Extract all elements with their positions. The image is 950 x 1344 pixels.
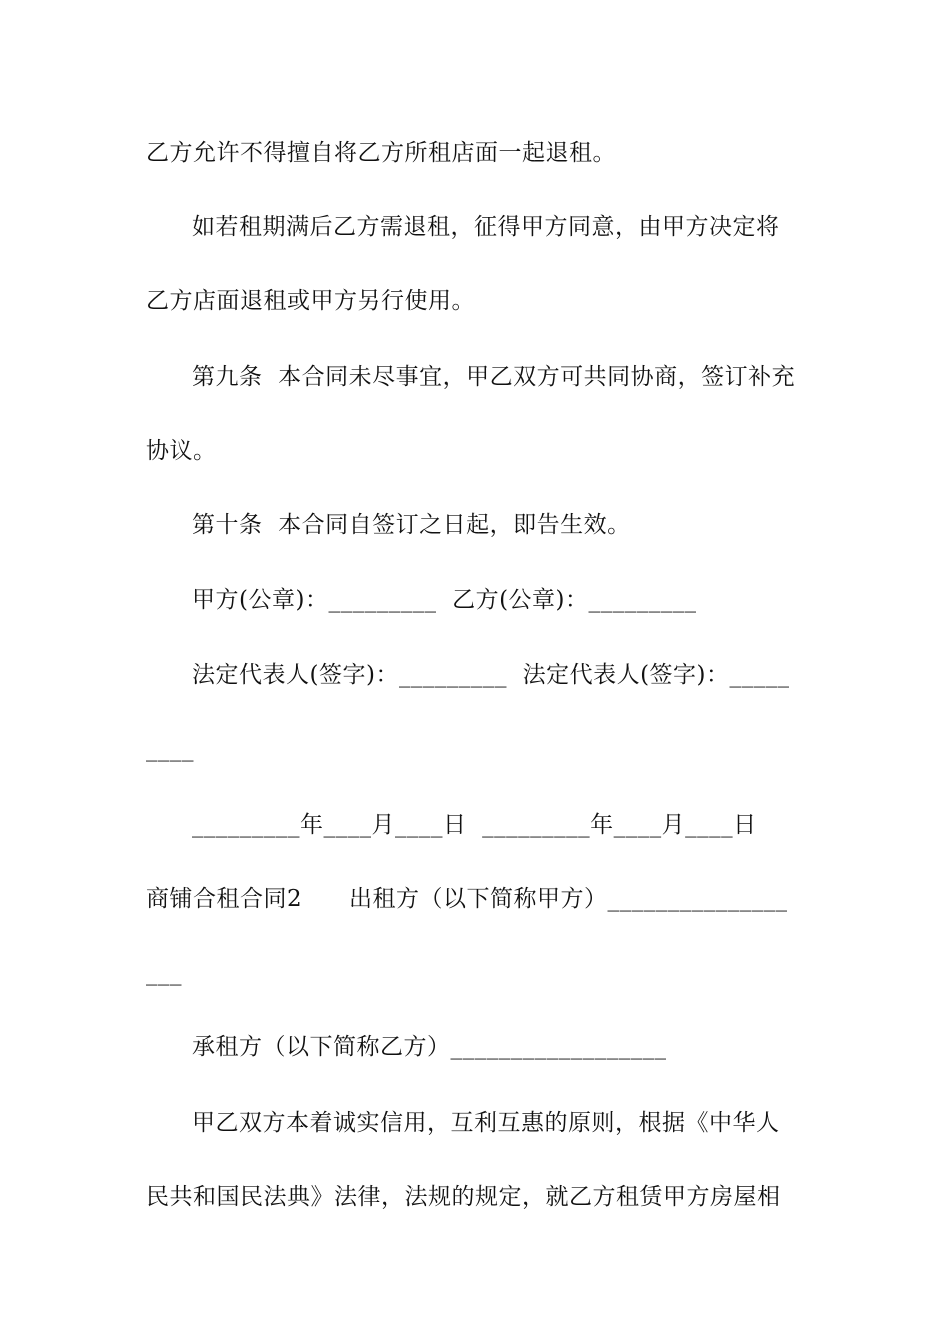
lessee-line: 承租方（以下简称乙方）__________________ [192,1034,667,1060]
contract-heading-line: 商铺合租合同2 出租方（以下简称甲方）_______________ [146,886,788,912]
text-line: ___ [146,960,182,986]
text-line: ____ [146,736,194,762]
signature-line-seal: 甲方(公章)：_________ 乙方(公章)：_________ [192,587,697,613]
text-line: 第十条 本合同自签订之日起，即告生效。 [192,512,631,538]
text-line: 如若租期满后乙方需退租，征得甲方同意，由甲方决定将 [192,214,780,240]
date-line: _________年____月____日 _________年____月____日 [192,812,757,838]
text-line: 民共和国民法典》法律，法规的规定，就乙方租赁甲方房屋相 [146,1184,781,1210]
text-line: 乙方允许不得擅自将乙方所租店面一起退租。 [146,140,616,166]
text-line: 甲乙双方本着诚实信用，互利互惠的原则，根据《中华人 [192,1110,780,1136]
text-line: 第九条 本合同未尽事宜，甲乙双方可共同协商，签订补充 [192,364,796,390]
signature-line-representative: 法定代表人(签字)：_________ 法定代表人(签字)：_____ [192,662,790,688]
text-line: 乙方店面退租或甲方另行使用。 [146,288,475,314]
text-line: 协议。 [146,438,217,464]
